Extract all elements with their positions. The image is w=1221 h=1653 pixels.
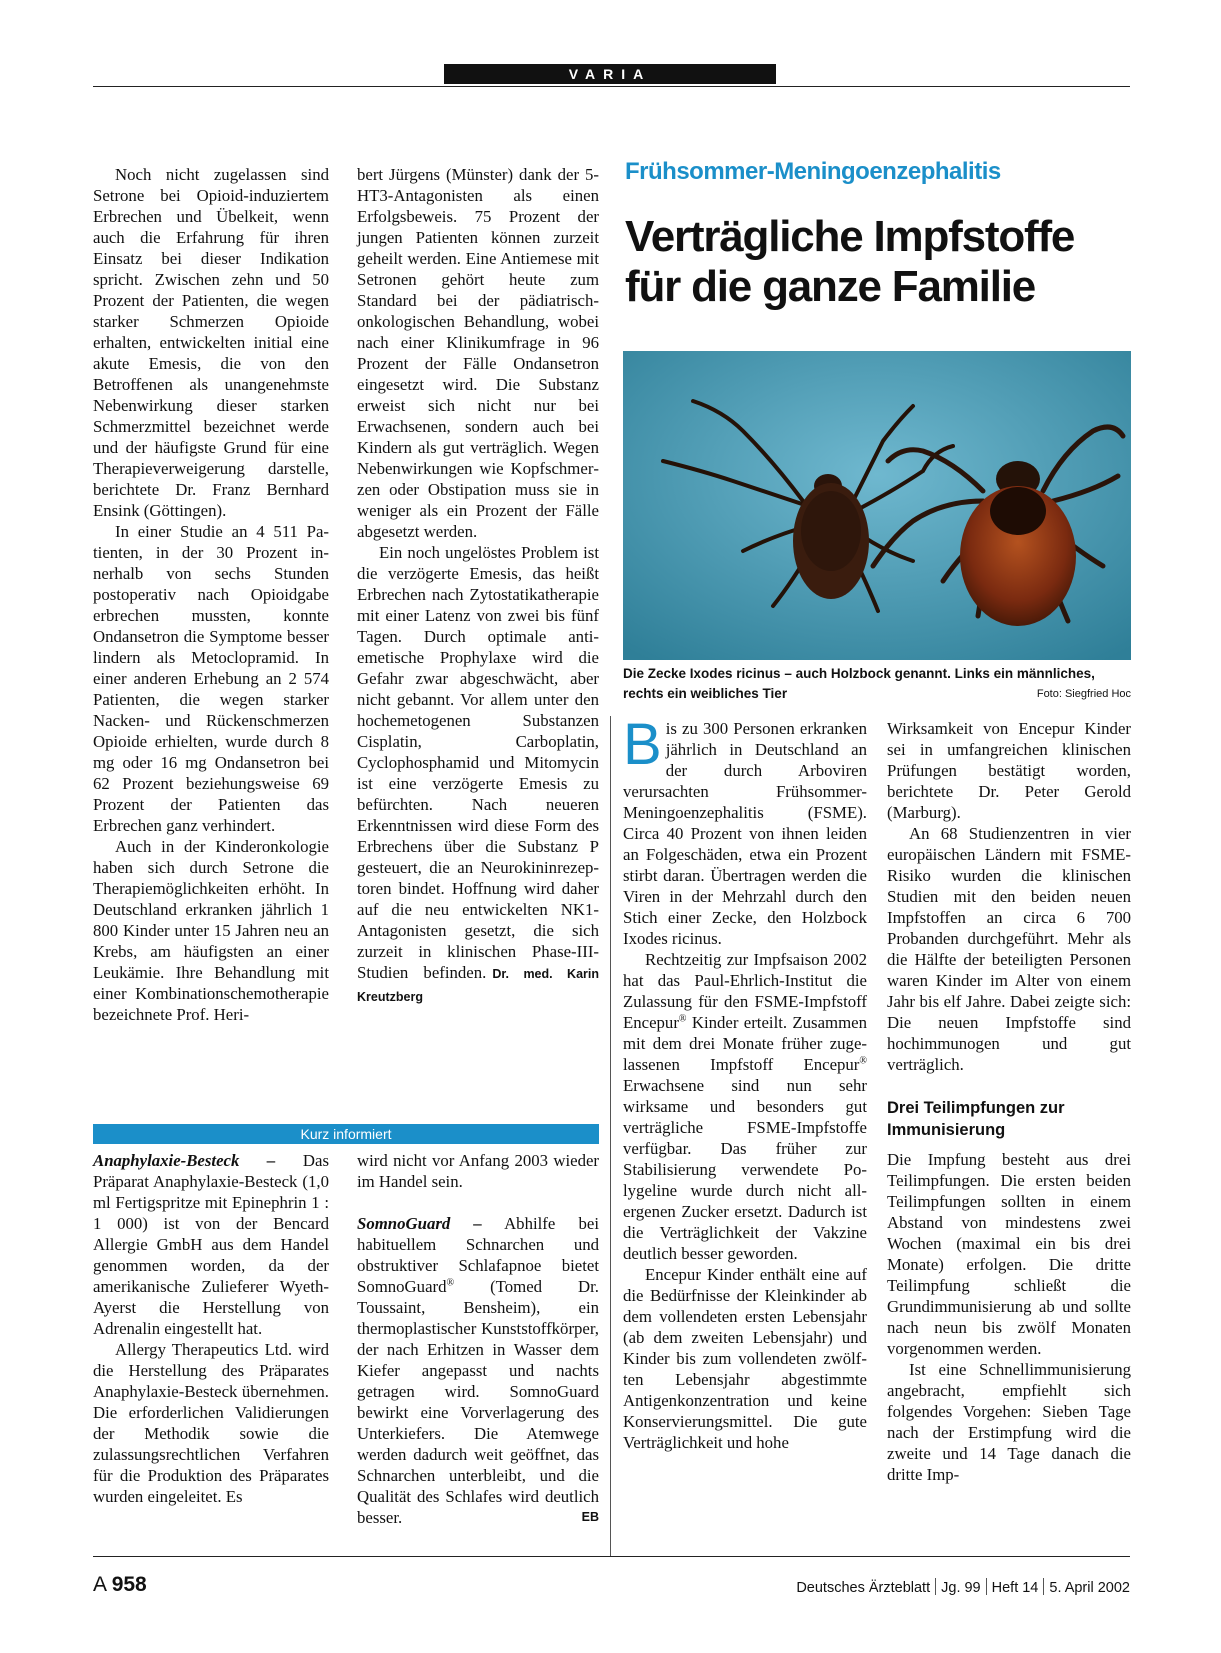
journal-date: 5. April 2002	[1049, 1580, 1130, 1596]
item-title: Anaphylaxie-Besteck –	[93, 1151, 276, 1170]
photo-caption	[623, 664, 1131, 704]
headline-line: für die ganze Familie	[625, 262, 1036, 311]
journal-issue: Heft 14	[991, 1580, 1039, 1596]
paragraph: bert Jürgens (Münster) dank der 5-HT3-Antagonisten als einen Erfolgsbeweis. 75 Prozent der jungen Patienten können zurzeit geheilt werden. Eine Antiemese mit Setronen gehört heute zum Standard bei der pädiatrisch-onkologischen Behandlung, wobei nach einer Klinikumfrage in 96 Prozent der Fälle Ondansetron eingesetzt wird. Die Substanz erweist sich nicht nur bei Erwachsenen, sondern auch bei Kindern als gut verträglich. Wegen Nebenwirkungen wie Kopfschmerzen oder Obstipation muss sie in weniger als ein Prozent der Fälle abgesetzt werden.	[357, 165, 599, 541]
page-prefix: A	[93, 1573, 106, 1596]
headline-line: Verträgliche Impfstoffe	[625, 212, 1075, 261]
page-number	[93, 1573, 147, 1597]
item-text: Abhilfe bei habituellem Schnarchen und obstruktiver Schlafapnoe bietet SomnoGuard	[357, 1214, 599, 1296]
paragraph-text: Rechtzeitig zur Impfsaison 2002 hat das Paul-Ehrlich-Institut die Zulassung für den FSME-Impfstoff Encepur	[623, 950, 867, 1032]
tick-photo	[623, 351, 1131, 660]
paragraph	[357, 1213, 599, 1528]
paragraph: In einer Studie an 4 511 Patienten, in der 30 Prozent innerhalb von sechs Stunden postoperativ nach Opioidgabe erbrechen mussten, konnte Ondansetron die Symptome besser lindern als Metoclopramid. In einer anderen Erhebung an 2 574 Patienten, die wegen starker Nacken- und Rückenschmerzen Opioide erhielten, wurde durch 8 mg oder 16 mg Ondansetron bei 62 Prozent beziehungsweise 69 Prozent der Patienten das Erbrechen ganz verhindert.	[93, 522, 329, 835]
paragraph-text: is zu 300 Personen erkranken jährlich in Deutschland an der durch Arboviren verursachten Frühsommer-Meningoenzephalitis (FSME). Circa 40 Prozent von ihnen leiden an Folgeschäden, etwa ein Prozent stirbt daran. Übertragen werden die Viren in der Mehrzahl durch den Stich einer Zecke, den Holzbock Ixodes ricinus.	[623, 719, 867, 948]
article-headline	[625, 212, 1135, 312]
paragraph: wird nicht vor Anfang 2003 wieder im Handel sein.	[357, 1151, 599, 1191]
paragraph: Wirksamkeit von Encepur Kinder sei in umfangreichen klinischen Prüfungen bestätigt worden, berichtete Dr. Peter Gerold (Marburg).	[887, 719, 1131, 822]
registered-mark: ®	[859, 1055, 867, 1067]
author-byline: Dr. med. Karin Kreutzberg	[357, 967, 599, 1004]
paragraph: Ist eine Schnellimmunisierung angebracht, empfiehlt sich folgendes Vorgehen: Sieben Tage nach der Erstimpfung wird die zweite und 14 Tage danach die dritte Imp-	[887, 1360, 1131, 1484]
paragraph	[357, 542, 599, 1008]
item-title: SomnoGuard –	[357, 1214, 482, 1233]
journal-volume: Jg. 99	[941, 1580, 981, 1596]
journal-name: Deutsches Ärzteblatt	[796, 1580, 931, 1596]
kurz-column-2	[357, 1150, 599, 1528]
paragraph: Auch in der Kinderonkologie haben sich durch Setrone die Therapiemöglichkeiten erhöht. In Deutschland erkranken jährlich 1 800 Kinder unter 15 Jahren neu an Krebs, am häufigsten an einer Leukämie. Ihre Behandlung mit einer Kombinationschemotherapie bezeichnete Prof. Heri-	[93, 837, 329, 1024]
article2-column-1	[623, 712, 867, 1453]
item-text: Das Präparat Anaphylaxie-Besteck (1,0 ml Fertigspritze mit Epinephrin 1 : 1 000) ist von der Bencard Allergie GmbH aus dem Handel genommen worden, da der amerikanische Zulieferer Wyeth-Ayerst die Herstellung von Adrenalin eingestellt hat.	[93, 1151, 329, 1338]
paragraph: Die Impfung besteht aus drei Teilimpfungen. Die ersten beiden Teilimpfungen sollten in einem Abstand von mindestens zwei Wochen (maximal ein bis drei Monate) erfolgen. Die dritte Teilimpfung schließt die Grundimmunisierung ab und sollte nach neun bis zwölf Monaten vorgenommen werden.	[887, 1150, 1131, 1358]
photo-credit: Foto: Siegfried Hoc	[1036, 688, 1131, 700]
signature: EB	[581, 1510, 599, 1524]
article-kicker: Frühsommer-Meningoenzephalitis	[625, 158, 1001, 185]
paragraph	[623, 712, 867, 949]
article2-column-2	[887, 718, 1131, 1485]
journal-info	[796, 1578, 1130, 1596]
kurz-column-1	[93, 1150, 329, 1507]
paragraph: Encepur Kinder enthält eine auf die Bedürfnisse der Kleinkinder ab dem vollendeten ersten Lebensjahr (ab dem zweiten Lebensjahr) und Kinder bis zum vollendeten zwölften Lebensjahr abgestimmte Antigenkonzentration und keine Konservierungsmittel. Die gute Verträglichkeit und hohe	[623, 1265, 867, 1452]
article1-column-2	[357, 164, 599, 1008]
column-divider	[610, 716, 611, 1556]
registered-mark: ®	[678, 1013, 687, 1025]
paragraph-text: Ein noch ungelöstes Problem ist die verzögerte Emesis, das heißt Erbrechen nach Zytostatikatherapie mit einer Latenz von zwei bis fünf Tagen. Durch optimale antiemetische Prophylaxe wird die Gefahr zwar abgeschwächt, aber nicht gebannt. Vor allem unter den hochemetogenen Substanzen Cisplatin, Carboplatin, Cyclophosphamid und Mitomycin ist eine verzögerte Emesis zu befürchten. Nach neueren Erkenntnissen wird diese Form des Erbrechens über die Substanz P gesteuert, die an Neurokininrezeptoren bindet. Hoffnung wird daher auf die neu entwickelten NK1-Antagonisten gesetzt, die sich zurzeit in klinischen Phase-III-Studien befinden.	[357, 543, 599, 982]
paragraph: Noch nicht zugelassen sind Setrone bei Opioid-induziertem Erbrechen und Übelkeit, wenn auch die Erfahrung für ihren Einsatz bei dieser Indikation spricht. Zwischen zehn und 50 Prozent der Patienten, die wegen starker Schmerzen Opioide erhalten, entwickelten initial eine akute Emesis, die von den Betroffenen als unangenehmste Nebenwirkung dieser starken Schmerzmittel bezeichnet werde und der häufigste Grund für eine Therapieverweigerung darstelle, berichtete Dr. Franz Bernhard Ensink (Göttingen).	[93, 165, 329, 520]
article1-column-1	[93, 164, 329, 1025]
paragraph	[623, 949, 867, 1264]
item-text: (Tomed Dr. Toussaint, Bensheim), ein thermoplastischer Kunststoffkörper, der nach Erhitzen in Wasser dem Kiefer angepasst und nachts getragen wird. SomnoGuard bewirkt eine Vorverlagerung des Unterkiefers. Die Atemwege werden dadurch weit geöffnet, das Schnarchen unterbleibt, und die Qualität des Schlafes wird deutlich besser.	[357, 1277, 599, 1527]
footer-rule	[93, 1556, 1130, 1557]
paragraph: Allergy Therapeutics Ltd. wird die Herstellung des Präparates Anaphylaxie-Besteck übernehmen. Die erforderlichen Validierungen der Methodik sowie die zulassungsrechtlichen Verfahren für die Produktion des Präparates wurden eingeleitet. Es	[93, 1340, 329, 1506]
kurz-informiert-bar: Kurz informiert	[93, 1124, 599, 1144]
paragraph-text: Erwachsene sind nun sehr wirksame und besonders gut verträgliche FSME-Impfstoffe verfügbar. Das früher zur Stabilisierung verwendete Polygeline wurde durch nicht allergenen Zucker ersetzt. Dadurch ist die Verträglichkeit der Vakzine deutlich besser geworden.	[623, 1076, 867, 1263]
drop-cap: B	[623, 712, 662, 777]
caption-text: Die Zecke Ixodes ricinus – auch Holzbock genannt. Links ein männliches, rechts ein weibliches Tier	[623, 666, 1095, 701]
top-rule	[93, 86, 1130, 87]
registered-mark: ®	[446, 1277, 455, 1289]
section-header: VARIA	[444, 64, 776, 84]
page-number-value: 958	[111, 1573, 147, 1596]
paragraph	[93, 1150, 329, 1339]
subheading: Drei Teilimpfungen zur Immunisierung	[887, 1099, 1065, 1139]
paragraph-text: Kinder erteilt. Zusammen mit dem drei Monate früher zugelassenen Impfstoff Encepur	[623, 1013, 867, 1074]
paragraph: An 68 Studienzentren in vier europäischen Ländern mit FSME-Risiko wurden die klinischen Studien mit den beiden neuen Impfstoffen an circa 6 700 Probanden durchgeführt. Mehr als die Hälfte der beteiligten Personen waren Kinder im Alter von einem Jahr bis elf Jahre. Dabei zeigte sich: Die neuen Impfstoffe sind hochimmunogen und gut verträglich.	[887, 824, 1131, 1074]
